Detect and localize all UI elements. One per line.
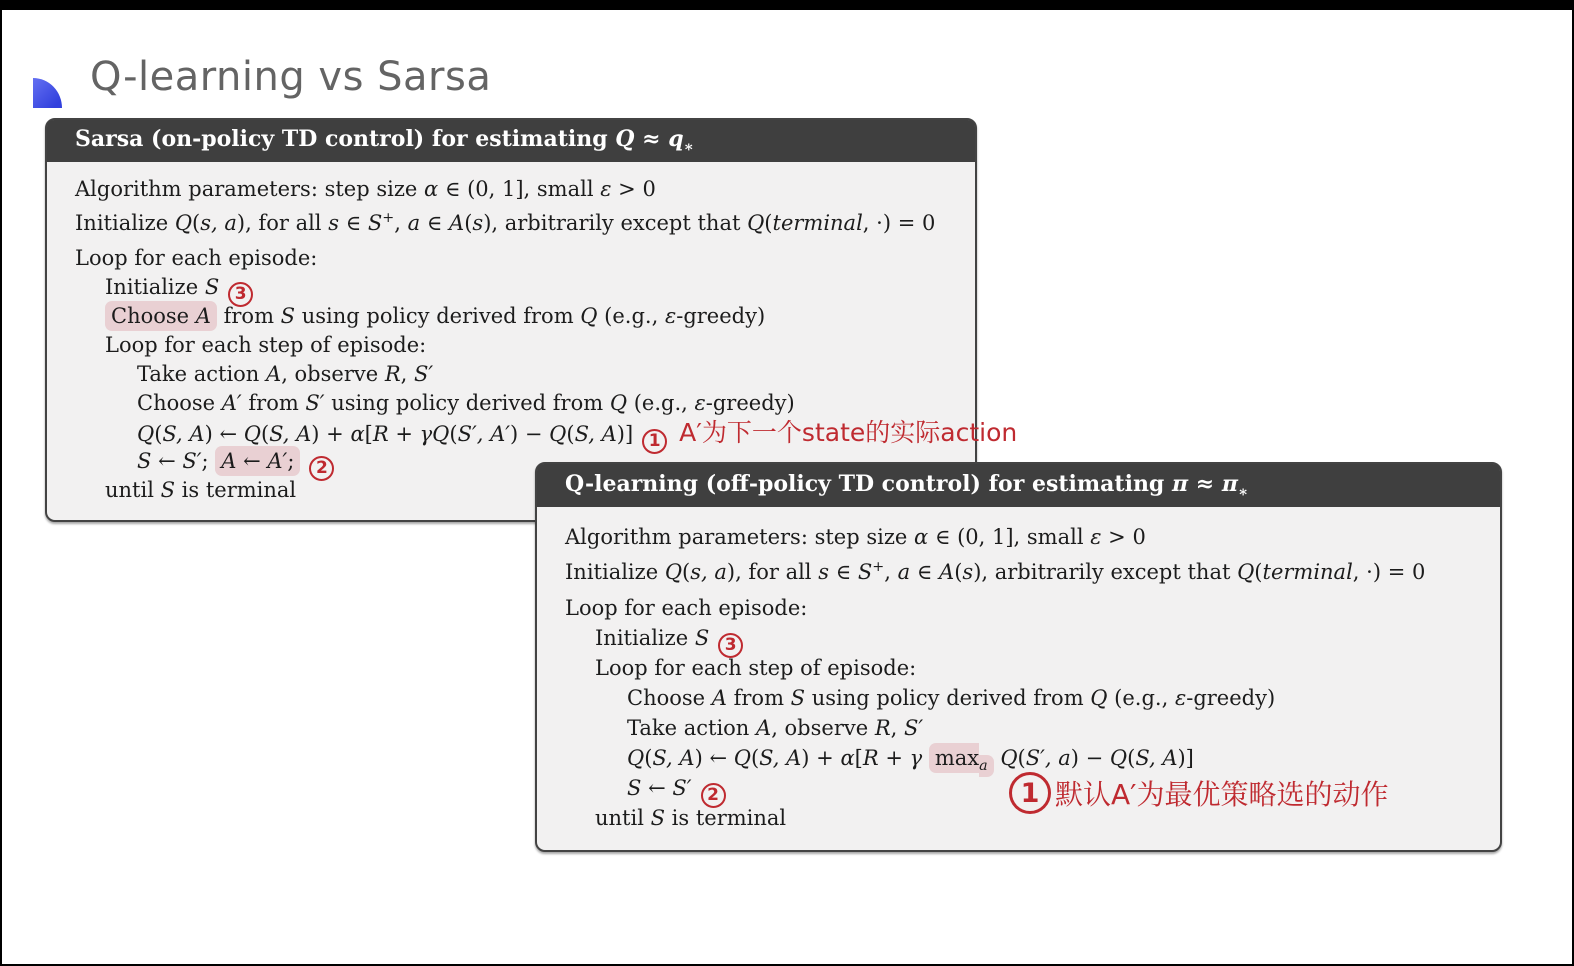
highlighted-text: A: [215, 446, 236, 476]
text-segment: , observe: [281, 362, 385, 386]
text-segment: ,: [884, 560, 898, 584]
text-segment: (: [954, 560, 963, 584]
highlighted-text: Choose: [105, 301, 196, 331]
algorithm-line: [565, 552, 1500, 582]
text-segment: Sarsa (on-policy TD control) for estimating: [75, 126, 616, 153]
text-segment: ε: [1090, 525, 1102, 549]
text-segment: Q: [174, 211, 193, 235]
slide: [2, 10, 1572, 964]
algorithm-line: [75, 302, 975, 331]
text-segment: S, A: [162, 422, 205, 446]
algorithm-line: [75, 331, 975, 360]
text-segment: ) ←: [694, 746, 734, 770]
text-segment: ∈: [828, 560, 858, 584]
text-segment: S′: [672, 776, 692, 800]
text-segment: ε: [664, 304, 677, 328]
circled-number: 3: [228, 282, 253, 307]
text-segment: (: [464, 211, 473, 235]
text-segment: γQ: [419, 422, 450, 446]
text-segment: )]: [616, 422, 634, 446]
text-segment: (e.g.,: [627, 391, 695, 415]
text-segment: ), arbitrarily except that: [483, 211, 748, 235]
text-segment: [: [854, 746, 863, 770]
highlighted-text: A: [196, 301, 217, 331]
highlighted-text: a: [979, 755, 994, 777]
text-segment: (: [750, 746, 760, 770]
text-segment: A: [711, 686, 727, 710]
circled-number: 1: [642, 429, 667, 454]
text-segment: ,: [890, 716, 905, 740]
text-segment: (e.g.,: [597, 304, 665, 328]
text-segment: (: [449, 422, 458, 446]
text-segment: (: [566, 422, 575, 446]
algorithm-line: [75, 273, 975, 302]
annotation-text: 默认A′为最优策略选的动作: [1055, 778, 1389, 811]
text-segment: ←: [151, 449, 183, 473]
text-segment: Q: [627, 746, 645, 770]
text-segment: S, A: [652, 746, 695, 770]
text-segment: terminal: [1262, 560, 1353, 584]
sarsa-box-header: [47, 120, 975, 162]
text-segment: ), arbitrarily except that: [973, 560, 1238, 584]
circled-number: 2: [309, 456, 334, 481]
text-segment: α: [914, 525, 929, 549]
text-segment: > 0: [1101, 525, 1146, 549]
text-segment: Q: [549, 422, 567, 446]
text-segment: Loop for each episode:: [565, 596, 808, 620]
text-segment: S′, A′: [457, 422, 511, 446]
text-segment: Loop for each step of episode:: [595, 656, 917, 680]
sarsa-box-body: [47, 162, 1018, 505]
text-segment: Take action: [137, 362, 267, 386]
text-segment: ε: [600, 177, 612, 201]
text-segment: terminal: [772, 211, 863, 235]
text-segment: Loop for each step of episode:: [105, 333, 427, 357]
text-segment: Q: [747, 211, 765, 235]
text-segment: Q: [1090, 686, 1108, 710]
blue-corner-decoration: [33, 78, 62, 108]
text-segment: S: [857, 560, 873, 584]
text-segment: , observe: [771, 716, 875, 740]
text-segment: from: [241, 391, 306, 415]
text-segment: from: [726, 686, 791, 710]
algorithm-line: [565, 653, 1500, 683]
text-segment: A: [939, 560, 955, 584]
text-segment: Q-learning (off-policy TD control) for estimating: [565, 470, 1172, 497]
text-segment: (e.g.,: [1107, 686, 1175, 710]
text-segment: R: [874, 716, 891, 740]
text-segment: s: [472, 211, 484, 235]
text-segment: S: [367, 211, 383, 235]
text-segment: π: [1171, 470, 1189, 497]
text-segment: (: [192, 211, 201, 235]
highlighted-text: max: [929, 743, 979, 773]
text-segment: Choose: [627, 686, 712, 710]
text-segment: -greedy): [676, 304, 766, 328]
algorithm-line: [75, 360, 975, 389]
text-segment: Q: [137, 422, 155, 446]
text-segment: , ·) = 0: [862, 211, 936, 235]
algorithm-line: [565, 593, 1500, 623]
text-segment: Q: [733, 746, 751, 770]
annotation-text: A′为下一个state的实际action: [679, 418, 1018, 447]
text-segment: S: [137, 449, 152, 473]
algorithm-line: [565, 623, 1500, 653]
text-segment: S′: [182, 449, 202, 473]
text-segment: a: [897, 560, 911, 584]
text-segment: S′: [904, 716, 924, 740]
text-segment: (: [1017, 746, 1026, 770]
text-segment: Loop for each episode:: [75, 246, 318, 270]
page-title: Q-learning vs Sarsa: [90, 54, 492, 100]
text-segment: Q: [664, 560, 683, 584]
text-segment: Q: [580, 304, 598, 328]
text-segment: s, a: [200, 211, 237, 235]
annotation-default-optimal-action: [1009, 772, 1389, 814]
text-segment: Q: [243, 422, 261, 446]
text-segment: R: [372, 422, 389, 446]
text-segment: Initialize: [75, 211, 175, 235]
text-segment: S, A: [1135, 746, 1178, 770]
text-segment: ∈: [338, 211, 368, 235]
text-segment: α: [350, 422, 365, 446]
text-segment: ≈: [634, 126, 669, 153]
text-segment: S: [694, 626, 710, 650]
qlearning-box-header: [537, 464, 1500, 507]
text-segment: ), for all: [726, 560, 819, 584]
circled-number: 2: [701, 783, 726, 808]
text-segment: ≈: [1188, 470, 1222, 497]
text-segment: S: [627, 776, 642, 800]
text-segment: Algorithm parameters: step size: [565, 525, 914, 549]
text-segment: (: [644, 746, 653, 770]
sarsa-box-title: [75, 126, 694, 155]
text-segment: +: [872, 559, 885, 575]
text-segment: )]: [1177, 746, 1194, 770]
text-segment: (: [764, 211, 773, 235]
text-segment: ∈: [910, 560, 940, 584]
circled-number-1: 1: [1009, 772, 1051, 814]
algorithm-line: [565, 713, 1500, 743]
text-segment: ←: [641, 776, 673, 800]
text-segment: s, a: [690, 560, 727, 584]
text-segment: ) −: [1070, 746, 1110, 770]
text-segment: A: [449, 211, 465, 235]
circled-number: 3: [718, 633, 743, 658]
text-segment: (: [1127, 746, 1136, 770]
algorithm-line: [75, 418, 1018, 451]
text-segment: Q: [615, 126, 635, 153]
text-segment: Q: [1000, 746, 1018, 770]
text-segment: S: [650, 806, 665, 830]
text-segment: Choose: [137, 391, 222, 415]
text-segment: ε: [694, 391, 706, 415]
text-segment: (: [260, 422, 270, 446]
text-segment: ∈ (0, 1], small: [928, 525, 1091, 549]
text-segment: +: [382, 210, 395, 226]
text-segment: Initialize: [595, 626, 695, 650]
qlearning-box-title: [565, 471, 1248, 500]
text-segment: s: [818, 560, 829, 584]
text-segment: q: [668, 126, 684, 153]
text-segment: A′: [221, 391, 242, 415]
text-segment: (: [682, 560, 691, 584]
text-segment: ) −: [510, 422, 550, 446]
text-segment: Initialize: [565, 560, 665, 584]
text-segment: S: [280, 304, 296, 328]
algorithm-line: [565, 683, 1500, 713]
text-segment: γ: [909, 746, 929, 770]
text-segment: -greedy): [1186, 686, 1276, 710]
text-segment: S: [790, 686, 806, 710]
text-segment: Q: [1109, 746, 1128, 770]
text-segment: -greedy): [705, 391, 795, 415]
text-segment: S′: [414, 362, 434, 386]
text-segment: until: [105, 478, 161, 502]
text-segment: ∗: [683, 137, 694, 156]
algorithm-line: [75, 204, 975, 233]
text-segment: using policy derived from: [295, 304, 581, 328]
text-segment: from: [216, 304, 281, 328]
text-segment: +: [878, 746, 910, 770]
text-segment: [: [364, 422, 373, 446]
text-segment: until: [595, 806, 651, 830]
highlighted-text: A′: [267, 446, 287, 476]
text-segment: S′, a: [1025, 746, 1071, 770]
text-segment: (: [1254, 560, 1263, 584]
text-segment: ,: [400, 362, 415, 386]
text-segment: > 0: [611, 177, 656, 201]
text-segment: S: [160, 478, 175, 502]
algorithm-line: [75, 389, 975, 418]
text-segment: π: [1221, 470, 1238, 497]
text-segment: Take action: [627, 716, 757, 740]
text-segment: ) +: [311, 422, 351, 446]
text-segment: , ·) = 0: [1352, 560, 1426, 584]
text-segment: S′: [305, 391, 325, 415]
text-segment: is terminal: [175, 478, 297, 502]
algorithm-line: [565, 743, 1500, 773]
highlighted-text: ;: [287, 446, 300, 476]
text-segment: Q: [609, 391, 628, 415]
text-segment: ;: [201, 449, 216, 473]
text-segment: ∈: [420, 211, 450, 235]
text-segment: Q: [1237, 560, 1255, 584]
algorithm-line: [75, 175, 975, 204]
text-segment: ∗: [1237, 482, 1249, 501]
algorithm-line: [75, 244, 975, 273]
text-segment: ), for all: [236, 211, 329, 235]
text-segment: R: [384, 362, 401, 386]
text-segment: S, A: [759, 746, 802, 770]
text-segment: s: [328, 211, 339, 235]
text-segment: using policy derived from: [324, 391, 610, 415]
text-segment: ∈ (0, 1], small: [438, 177, 601, 201]
text-segment: ) ←: [204, 422, 244, 446]
text-segment: A: [756, 716, 772, 740]
text-segment: S, A: [269, 422, 312, 446]
text-segment: +: [388, 422, 420, 446]
text-segment: Algorithm parameters: step size: [75, 177, 424, 201]
text-segment: a: [407, 211, 421, 235]
text-segment: ε: [1174, 686, 1187, 710]
text-segment: ,: [394, 211, 408, 235]
text-segment: ) +: [801, 746, 841, 770]
text-segment: α: [424, 177, 439, 201]
algorithm-line: [565, 522, 1500, 552]
text-segment: is terminal: [665, 806, 787, 830]
text-segment: α: [840, 746, 855, 770]
text-segment: (: [154, 422, 163, 446]
text-segment: A: [266, 362, 282, 386]
qlearning-algorithm-box: [535, 462, 1502, 852]
text-segment: Initialize: [105, 275, 205, 299]
text-segment: R: [862, 746, 879, 770]
text-segment: using policy derived from: [805, 686, 1091, 710]
text-segment: S, A: [574, 422, 617, 446]
text-segment: S: [204, 275, 220, 299]
text-segment: s: [962, 560, 974, 584]
highlighted-text: ←: [236, 446, 267, 476]
